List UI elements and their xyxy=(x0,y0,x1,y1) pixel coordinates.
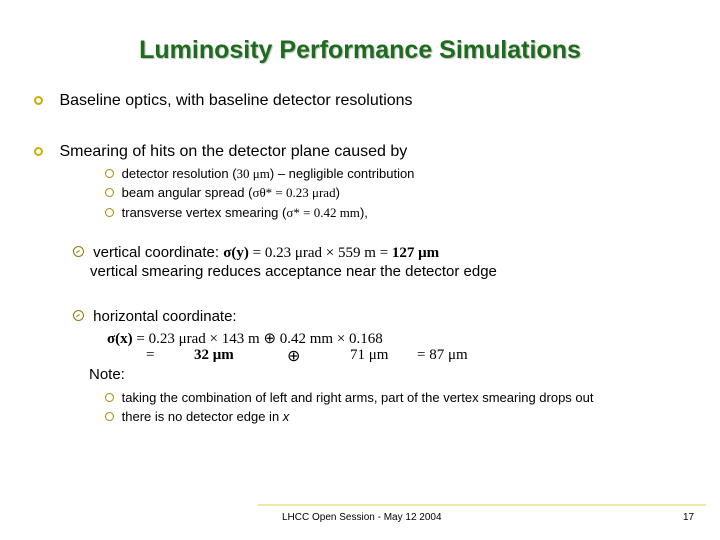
ring-bullet-icon xyxy=(105,393,114,402)
note-label: Note: xyxy=(89,366,125,383)
sub-bullet-1-value: 30 μm xyxy=(236,166,270,181)
note-2-text: there is no detector edge in xyxy=(121,409,283,424)
clock-bullet-icon xyxy=(73,310,84,321)
note-2-var: x xyxy=(282,409,290,424)
horizontal-total: = 87 μm xyxy=(417,347,468,363)
bullet-2 xyxy=(34,143,407,161)
horizontal-label: horizontal coordinate: xyxy=(93,308,237,325)
ring-bullet-icon xyxy=(105,412,114,421)
ring-bullet-icon xyxy=(34,147,43,156)
page-number: 17 xyxy=(683,512,695,523)
horizontal-oplus: ⊕ xyxy=(287,348,301,365)
note-1 xyxy=(105,390,593,405)
horizontal-term-1: 32 μm xyxy=(194,347,234,363)
sub-bullet-2-value: σθ* = 0.23 μrad xyxy=(252,185,336,200)
sub-bullet-2 xyxy=(105,185,340,201)
horizontal-formula-rest: = 0.23 μrad × 143 m ⊕ 0.42 mm × 0.168 xyxy=(132,331,383,347)
sub-bullet-2-tail: ) xyxy=(335,185,340,200)
ring-bullet-icon xyxy=(105,169,114,178)
vertical-formula-lhs: σ(y) xyxy=(223,245,249,261)
vertical-label: vertical coordinate: xyxy=(93,244,224,261)
ring-bullet-icon xyxy=(105,188,114,197)
sub-bullet-3-tail: ), xyxy=(359,205,368,220)
sub-bullet-2-text: beam angular spread ( xyxy=(121,185,253,200)
horizontal-term-2: 71 μm xyxy=(350,347,389,363)
ring-bullet-icon xyxy=(105,208,114,217)
sub-bullet-3-text: transverse vertex smearing ( xyxy=(121,205,287,220)
horizontal-formula-lhs: σ(x) xyxy=(107,331,133,347)
bullet-1 xyxy=(34,92,413,110)
sub-bullet-3 xyxy=(105,205,368,221)
horizontal-formula-line-1 xyxy=(107,329,383,348)
sub-bullet-1-text: detector resolution ( xyxy=(121,166,237,181)
vertical-result: 127 μm xyxy=(391,245,440,261)
slide-title: Luminosity Performance Simulations xyxy=(139,36,581,64)
footer-divider xyxy=(258,504,706,506)
vertical-note: vertical smearing reduces acceptance near the detector edge xyxy=(90,263,497,280)
ring-bullet-icon xyxy=(34,96,43,105)
sub-bullet-3-value: σ* = 0.42 mm xyxy=(286,205,360,220)
bullet-1-text: Baseline optics, with baseline detector resolutions xyxy=(59,92,413,109)
note-1-text: taking the combination of left and right arms, part of the vertex smearing drops out xyxy=(121,390,594,405)
horizontal-eq: = xyxy=(146,347,155,363)
note-2 xyxy=(105,409,289,424)
vertical-formula-rhs: = 0.23 μrad × 559 m = xyxy=(248,245,392,261)
vertical-coordinate-line xyxy=(73,244,439,262)
horizontal-coordinate-line xyxy=(73,308,237,325)
clock-bullet-icon xyxy=(73,246,84,257)
bullet-2-text: Smearing of hits on the detector plane caused by xyxy=(59,143,408,160)
sub-bullet-1 xyxy=(105,166,414,182)
sub-bullet-1-tail: ) – negligible contribution xyxy=(269,166,415,181)
footer-text: LHCC Open Session - May 12 2004 xyxy=(282,512,442,523)
